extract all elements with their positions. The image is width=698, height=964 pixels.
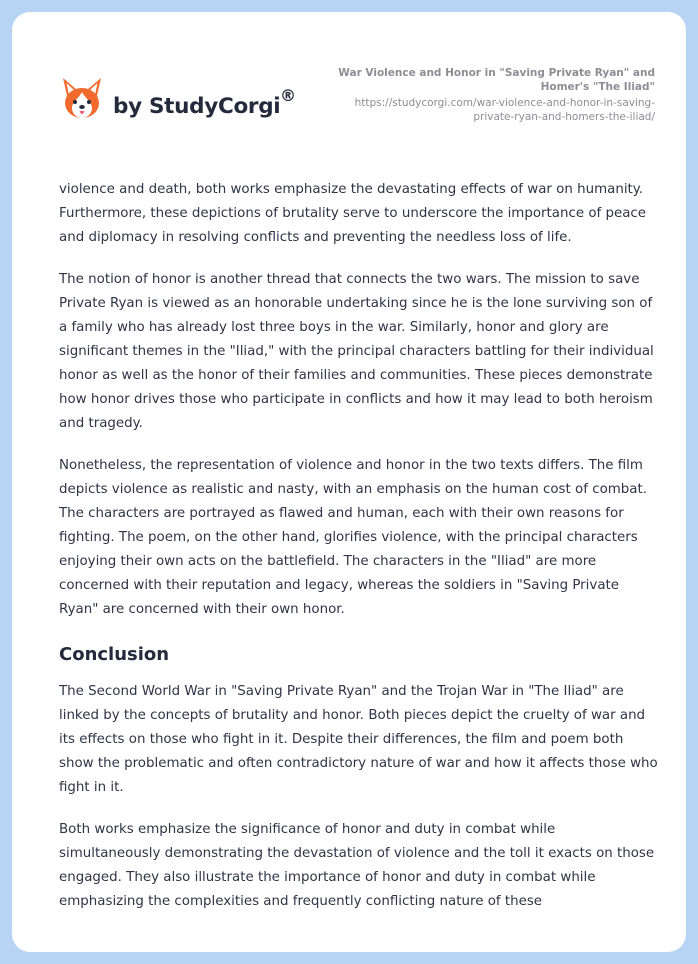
document-meta (315, 66, 655, 124)
conclusion-heading: Conclusion (59, 644, 170, 665)
page-header (12, 12, 686, 162)
paragraph: The Second World War in "Saving Private Ryan" and the Trojan War in "The Iliad" are linked by the concepts of brutality and honor. Both pieces depict the cruelty of war and its effects on those who fight in it. Despite their differences, the film and poem both show the problematic and often contradictory nature of war and how it affects those who fight in it. (59, 684, 658, 795)
brand-name: by StudyCorgi (113, 94, 281, 119)
document-url[interactable]: https://studycorgi.com/war-violence-and-honor-in-saving-private-ryan-and-homers-the-iliad/ (354, 97, 655, 123)
registered-mark: ® (280, 86, 296, 105)
paragraph: violence and death, both works emphasize the devastating effects of war on humanity. Furthermore, these depictions of brutality serve to underscore the importance of peace and diplomacy in resolving conflicts and preventing the needless loss of life. (59, 182, 647, 245)
document-title: War Violence and Honor in "Saving Private Ryan" and Homer's "The Iliad" (338, 67, 655, 93)
paragraph: Both works emphasize the significance of honor and duty in combat while simultaneously demonstrating the devastation of violence and the toll it exacts on those engaged. They also illustrate the importance of honor and duty in combat while emphasizing the complexities and frequently conflicting nature of these (59, 822, 655, 909)
paragraph: Nonetheless, the representation of violence and honor in the two texts differs. The film depicts violence as realistic and nasty, with an emphasis on the human cost of combat. The characters are portrayed as flawed and human, each with their own reasons for fighting. The poem, on the other hand, glorifies violence, with the principal characters enjoying their own acts on the battlefield. The characters in the "Iliad" are more concerned with their reputation and legacy, whereas the soldiers in "Saving Private Ryan" are concerned with their own honor. (59, 458, 648, 617)
essay-body (59, 178, 659, 932)
paragraph: The notion of honor is another thread that connects the two wars. The mission to save Private Ryan is viewed as an honorable undertaking since he is the lone surviving son of a family who has already lost three boys in the war. Similarly, honor and glory are significant themes in the "Iliad," with the principal characters battling for their individual honor as well as the honor of their families and communities. These pieces demonstrate how honor drives those who participate in conflicts and how it may lead to both heroism and tragedy. (59, 272, 654, 431)
studycorgi-logo[interactable] (60, 76, 320, 132)
corgi-icon (60, 76, 104, 122)
document-page (12, 12, 686, 952)
